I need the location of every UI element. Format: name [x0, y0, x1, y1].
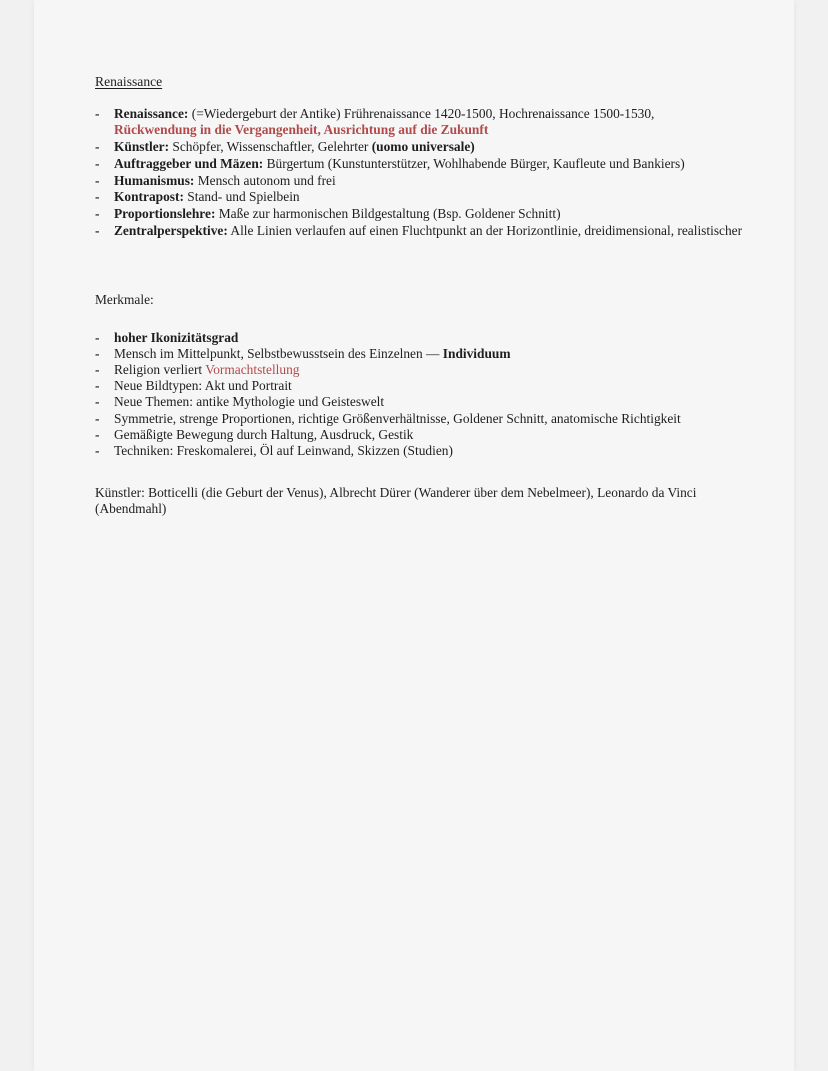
term-label: Renaissance: [114, 106, 189, 122]
list-item-merkmal [95, 362, 755, 378]
term-label: Zentralperspektive: [114, 222, 228, 238]
term-text: Schöpfer, Wissenschaftler, Gelehrter [169, 139, 372, 155]
bullet-dash: - [95, 361, 100, 377]
bullet-dash: - [95, 426, 100, 442]
bullet-dash: - [95, 329, 100, 345]
merkmal-text: Symmetrie, strenge Proportionen, richtige Größenverhältnisse, Goldener Schnitt, anatomische Richtigkeit [114, 410, 681, 426]
page-title: Renaissance [95, 74, 163, 89]
merkmal-text: Neue Bildtypen: Akt und Portrait [114, 378, 292, 394]
term-label: Proportionslehre: [114, 205, 216, 221]
term-label: Auftraggeber und Mäzen: [114, 155, 264, 171]
kuenstler-paragraph: Künstler: Botticelli (die Geburt der Venus), Albrecht Dürer (Wanderer über dem Nebelmeer), Leonardo da Vinci (Abendmahl) [95, 485, 697, 517]
list-item-merkmal [95, 427, 755, 443]
list-item-merkmal [95, 346, 755, 362]
merkmale-list [95, 330, 755, 460]
document-body [95, 74, 755, 518]
merkmale-heading: Merkmale: [95, 292, 154, 308]
list-item-merkmal [95, 378, 755, 394]
list-item-kontrapost [95, 189, 755, 205]
term-text: Alle Linien verlaufen auf einen Fluchtpunkt an der Horizontlinie, dreidimensional, realistischer [227, 222, 743, 238]
merkmal-text: Gemäßigte Bewegung durch Haltung, Ausdruck, Gestik [114, 426, 414, 442]
bullet-dash: - [95, 394, 100, 410]
term-label: Humanismus: [114, 172, 195, 188]
list-item-renaissance [95, 106, 755, 138]
bullet-dash: - [95, 205, 100, 221]
bullet-dash: - [95, 378, 100, 394]
list-item-merkmal [95, 411, 755, 427]
term-text: Bürgertum (Kunstunterstützer, Wohlhabende Bürger, Kaufleute und Bankiers) [263, 155, 685, 171]
bullet-dash: - [95, 155, 100, 171]
term-text: (=Wiedergeburt der Antike) Frührenaissance 1420-1500, Hochrenaissance 1500-1530, [188, 106, 655, 122]
list-item-zentralperspektive [95, 223, 755, 239]
bullet-dash: - [95, 442, 100, 458]
list-item-kuenstler [95, 139, 755, 155]
spacer [95, 239, 755, 292]
definition-list [95, 106, 755, 239]
highlight-text: Rückwendung in die Vergangenheit, Ausrichtung auf die Zukunft [114, 122, 489, 138]
merkmal-highlight: Vormachtstellung [205, 361, 300, 377]
list-item-merkmal [95, 394, 755, 410]
bullet-dash: - [95, 106, 100, 122]
list-item-merkmal [95, 443, 755, 459]
bullet-dash: - [95, 345, 100, 361]
term-text: Stand- und Spielbein [183, 189, 300, 205]
list-item-proportionslehre [95, 206, 755, 222]
bullet-dash: - [95, 172, 100, 188]
term-label: Kontrapost: [114, 189, 184, 205]
list-item-humanismus [95, 173, 755, 189]
term-text: Mensch autonom und frei [194, 172, 336, 188]
term-text: Maße zur harmonischen Bildgestaltung (Bsp. Goldener Schnitt) [215, 205, 561, 221]
spacer [95, 459, 755, 485]
merkmal-text: Techniken: Freskomalerei, Öl auf Leinwand, Skizzen (Studien) [114, 442, 453, 458]
bullet-dash: - [95, 410, 100, 426]
merkmal-text: Neue Themen: antike Mythologie und Geisteswelt [114, 394, 385, 410]
list-item-auftraggeber [95, 156, 755, 172]
merkmal-emphasis: Individuum [442, 345, 511, 361]
merkmal-text: Religion verliert [114, 361, 206, 377]
merkmal-text: hoher Ikonizitätsgrad [114, 329, 239, 345]
bullet-dash: - [95, 222, 100, 238]
bullet-dash: - [95, 189, 100, 205]
merkmal-text: Mensch im Mittelpunkt, Selbstbewusstsein des Einzelnen — [114, 345, 443, 361]
list-item-merkmal [95, 330, 755, 346]
bullet-dash: - [95, 139, 100, 155]
term-label: Künstler: [114, 139, 170, 155]
term-emphasis: (uomo universale) [371, 139, 475, 155]
